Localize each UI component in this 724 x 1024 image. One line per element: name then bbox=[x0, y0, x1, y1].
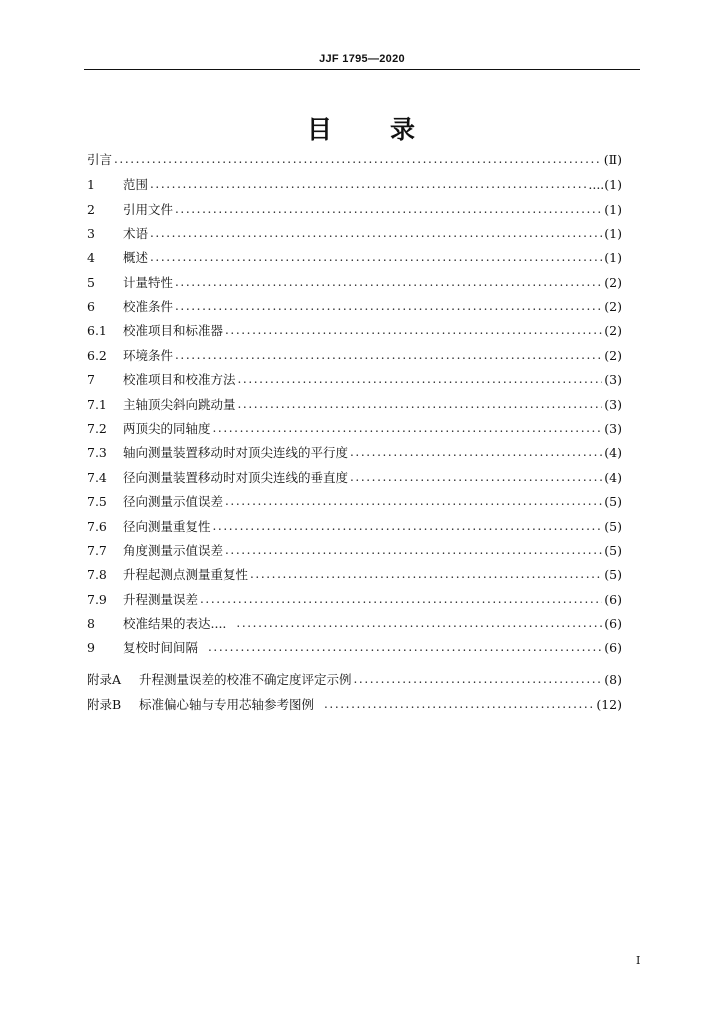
toc-entry-label: 术语 bbox=[123, 226, 149, 241]
toc-leader-dots bbox=[150, 177, 586, 191]
toc-entry-page: (1) bbox=[604, 225, 622, 241]
toc-entry-label: 引言 bbox=[87, 152, 113, 167]
toc-entry-7-5[interactable] bbox=[87, 489, 622, 513]
toc-leader-dots bbox=[114, 152, 602, 166]
toc-entry-7[interactable] bbox=[87, 367, 622, 391]
toc-entry-label: 计量特性 bbox=[123, 275, 174, 290]
toc-entry-7-9[interactable] bbox=[87, 587, 622, 611]
toc-entry-number: 7.7 bbox=[87, 542, 107, 558]
toc-entry-6-2[interactable] bbox=[87, 343, 622, 367]
toc-entry-number: 7.2 bbox=[87, 420, 107, 436]
toc-entry-page: (Ⅱ) bbox=[603, 151, 622, 167]
toc-entry-7-7[interactable] bbox=[87, 538, 622, 562]
toc-leader-dots bbox=[225, 323, 602, 337]
toc-entry-label: 引用文件 bbox=[123, 202, 174, 217]
toc-entry-page: (1) bbox=[604, 201, 622, 217]
toc-entry-7-8[interactable] bbox=[87, 562, 622, 586]
toc-appendix-number: 附录B bbox=[87, 697, 122, 712]
toc-entry-6[interactable] bbox=[87, 294, 622, 318]
toc-appendix-page: (12) bbox=[596, 696, 622, 712]
toc-appendix-b[interactable] bbox=[87, 692, 622, 716]
toc-entry-number: 7 bbox=[87, 371, 95, 387]
toc-entry-label: 径向测量示值误差 bbox=[123, 494, 224, 509]
toc-entry-number: 6 bbox=[87, 298, 95, 314]
toc-entry-label: 轴向测量装置移动时对顶尖连线的平行度 bbox=[123, 445, 349, 460]
toc-entry-label: 角度测量示值误差 bbox=[123, 543, 224, 558]
toc-entry-3[interactable] bbox=[87, 221, 622, 245]
toc-entry-number: 2 bbox=[87, 201, 95, 217]
toc-leader-dots bbox=[150, 226, 602, 240]
page-number: I bbox=[636, 954, 641, 967]
toc-entry-page: (2) bbox=[604, 322, 622, 338]
toc-entry-page: (5) bbox=[604, 518, 622, 534]
header-rule bbox=[84, 69, 640, 70]
toc-leader-dots bbox=[225, 543, 602, 557]
toc-entry-number: 3 bbox=[87, 225, 95, 241]
toc-leader-dots bbox=[175, 299, 602, 313]
toc-entry-page: (3) bbox=[604, 371, 622, 387]
toc-entry-6-1[interactable] bbox=[87, 318, 622, 342]
toc-leader-dots bbox=[354, 672, 603, 686]
toc-entry-page: (4) bbox=[604, 444, 622, 460]
toc-entry-page: ....(1) bbox=[588, 176, 622, 192]
page-title-char-2: 录 bbox=[390, 115, 418, 144]
toc-entry-preface[interactable] bbox=[87, 147, 622, 171]
toc-entry-number: 5 bbox=[87, 274, 95, 290]
toc-leader-dots bbox=[225, 494, 602, 508]
toc-appendix-number: 附录A bbox=[87, 672, 122, 687]
toc-entry-5[interactable] bbox=[87, 270, 622, 294]
toc-entry-number: 9 bbox=[87, 639, 95, 655]
toc-entry-2[interactable] bbox=[87, 197, 622, 221]
toc-entry-label: 概述 bbox=[123, 250, 149, 265]
toc-leader-dots bbox=[324, 697, 594, 711]
toc-entry-number: 4 bbox=[87, 249, 95, 265]
toc-entry-7-2[interactable] bbox=[87, 416, 622, 440]
toc-leader-dots bbox=[238, 372, 603, 386]
toc-entry-number: 6.1 bbox=[87, 322, 107, 338]
toc-entry-number: 8 bbox=[87, 615, 95, 631]
toc-entry-number: 6.2 bbox=[87, 347, 107, 363]
toc-entry-label: 径向测量装置移动时对顶尖连线的垂直度 bbox=[123, 470, 349, 485]
toc-leader-dots bbox=[213, 421, 603, 435]
toc-leader-dots bbox=[175, 348, 602, 362]
toc-entry-label: 两顶尖的同轴度 bbox=[123, 421, 211, 436]
toc-entry-label: 复校时间间隔 bbox=[123, 640, 199, 655]
toc-entry-page: (4) bbox=[604, 469, 622, 485]
toc-appendix-label: 标准偏心轴与专用芯轴参考图例 bbox=[139, 697, 315, 712]
toc-entry-number: 7.6 bbox=[87, 518, 107, 534]
toc-entry-page: (6) bbox=[604, 615, 622, 631]
toc-entry-page: (6) bbox=[604, 639, 622, 655]
toc-entry-page: (6) bbox=[604, 591, 622, 607]
toc-entry-page: (3) bbox=[604, 420, 622, 436]
toc-leader-dots bbox=[175, 202, 602, 216]
toc-leader-dots bbox=[213, 519, 603, 533]
toc-leader-dots bbox=[236, 616, 602, 630]
toc-entry-1[interactable] bbox=[87, 172, 622, 196]
toc-leader-dots bbox=[250, 567, 602, 581]
toc-entry-number: 1 bbox=[87, 176, 95, 192]
toc-appendix-page: (8) bbox=[604, 671, 622, 687]
toc-entry-page: (2) bbox=[604, 298, 622, 314]
toc-entry-page: (5) bbox=[604, 493, 622, 509]
toc-entry-label: 升程测量误差 bbox=[123, 592, 199, 607]
toc-entry-7-1[interactable] bbox=[87, 392, 622, 416]
toc-entry-7-3[interactable] bbox=[87, 440, 622, 464]
toc-entry-label: 校准项目和标准器 bbox=[123, 323, 224, 338]
toc-entry-page: (3) bbox=[604, 396, 622, 412]
toc-appendix-a[interactable] bbox=[87, 667, 622, 691]
toc-entry-label: 校准条件 bbox=[123, 299, 174, 314]
toc-entry-page: (2) bbox=[604, 274, 622, 290]
toc-entry-page: (2) bbox=[604, 347, 622, 363]
toc-leader-dots bbox=[175, 275, 602, 289]
toc-entry-number: 7.9 bbox=[87, 591, 107, 607]
toc-entry-number: 7.4 bbox=[87, 469, 107, 485]
toc-entry-label: 升程起测点测量重复性 bbox=[123, 567, 249, 582]
toc-entry-page: (5) bbox=[604, 542, 622, 558]
toc-entry-label: 径向测量重复性 bbox=[123, 519, 211, 534]
toc-leader-dots bbox=[350, 445, 602, 459]
toc-entry-page: (5) bbox=[604, 566, 622, 582]
toc-entry-label: 主轴顶尖斜向跳动量 bbox=[123, 397, 236, 412]
toc-entry-9[interactable] bbox=[87, 635, 622, 659]
toc-leader-dots bbox=[350, 470, 602, 484]
toc-entry-7-4[interactable] bbox=[87, 465, 622, 489]
toc-entry-number: 7.1 bbox=[87, 396, 107, 412]
toc-entry-7-6[interactable] bbox=[87, 514, 622, 538]
document-code-header: JJF 1795—2020 bbox=[319, 53, 405, 65]
toc-leader-dots bbox=[150, 250, 602, 264]
page-title-char-1: 目 bbox=[306, 115, 334, 144]
page-title bbox=[84, 110, 640, 146]
toc-entry-label: 校准项目和校准方法 bbox=[123, 372, 236, 387]
toc-leader-dots bbox=[200, 592, 602, 606]
toc-appendix-label: 升程测量误差的校准不确定度评定示例 bbox=[139, 672, 352, 687]
toc-entry-4[interactable] bbox=[87, 245, 622, 269]
toc-entry-label: 环境条件 bbox=[123, 348, 174, 363]
toc-leader-dots bbox=[208, 640, 602, 654]
toc-entry-number: 7.5 bbox=[87, 493, 107, 509]
toc-entry-number: 7.8 bbox=[87, 566, 107, 582]
toc-leader-dots bbox=[238, 397, 603, 411]
toc-entry-label: 范围 bbox=[123, 177, 149, 192]
toc-entry-label: 校准结果的表达.... bbox=[123, 616, 227, 631]
toc-entry-number: 7.3 bbox=[87, 444, 107, 460]
toc-entry-8[interactable] bbox=[87, 611, 622, 635]
toc-entry-page: (1) bbox=[604, 249, 622, 265]
